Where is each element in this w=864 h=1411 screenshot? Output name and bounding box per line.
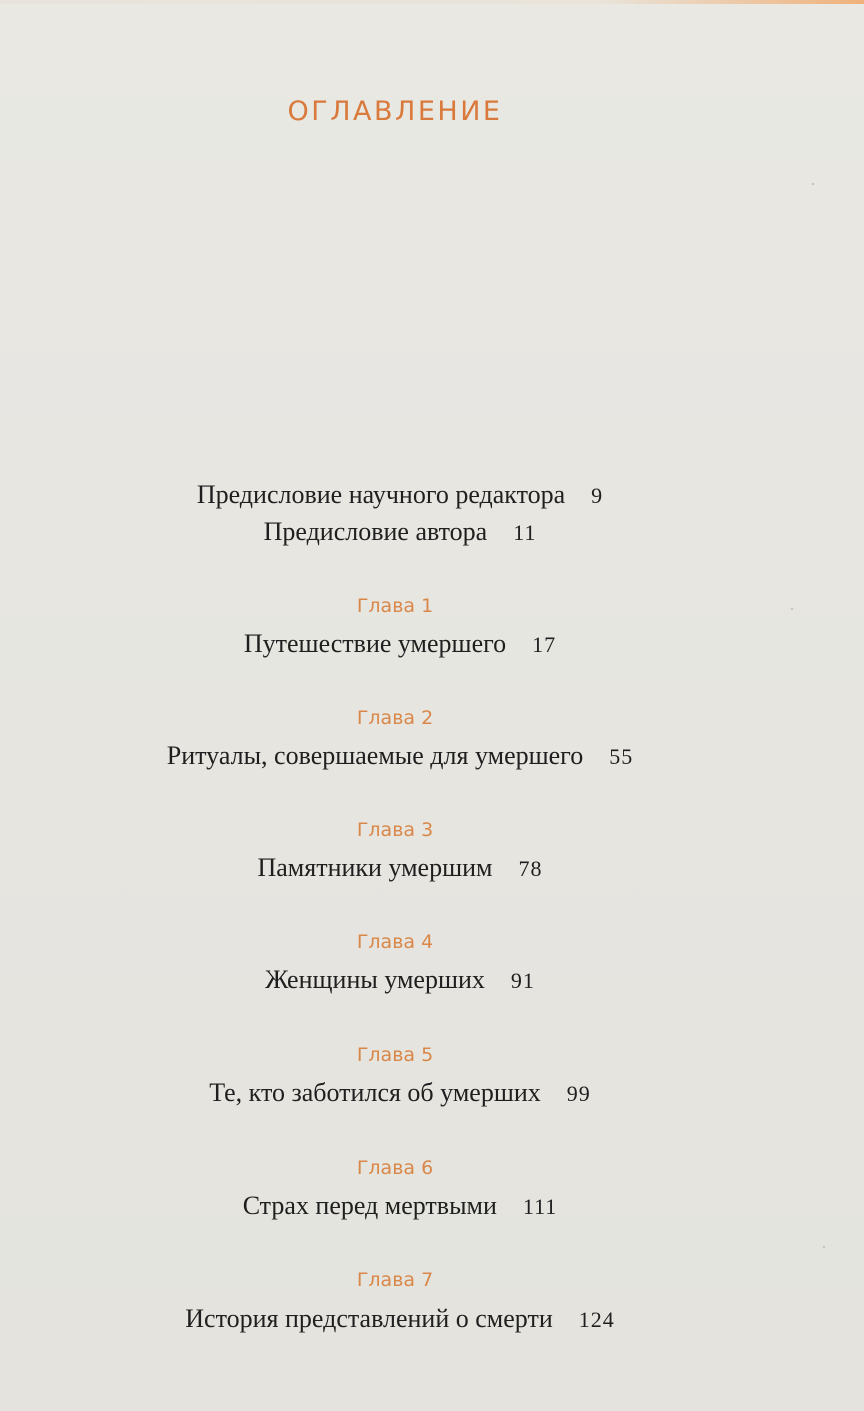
toc-entry-title: Женщины умерших bbox=[265, 965, 485, 994]
toc-entry-foreword-author bbox=[0, 517, 800, 547]
toc-entry-title: История представлений о смерти bbox=[185, 1304, 553, 1333]
toc-entry-foreword-editor bbox=[0, 480, 800, 510]
toc-entry-title: Предисловие научного редактора bbox=[196, 480, 566, 509]
chapter-label-6: Глава 6 bbox=[356, 1157, 434, 1179]
toc-entry-title: Ритуалы, совершаемые для умершего bbox=[166, 741, 584, 770]
toc-entry-page: 9 bbox=[591, 483, 604, 508]
toc-entry-page: 111 bbox=[522, 1194, 558, 1219]
paper-speck bbox=[812, 183, 814, 185]
paper-speck bbox=[823, 1246, 825, 1248]
toc-entry-page: 91 bbox=[510, 968, 535, 993]
chapter-label-3: Глава 3 bbox=[356, 819, 434, 841]
toc-entry-title: Те, кто заботился об умерших bbox=[209, 1078, 541, 1107]
chapter-label-4: Глава 4 bbox=[356, 931, 434, 953]
chapter-label-5: Глава 5 bbox=[356, 1044, 434, 1066]
toc-entry-page: 124 bbox=[578, 1307, 615, 1332]
toc-entry-page: 55 bbox=[609, 744, 634, 769]
toc-entry-chapter-1 bbox=[0, 629, 800, 659]
toc-entry-page: 78 bbox=[518, 856, 543, 881]
toc-entry-page: 17 bbox=[532, 632, 557, 657]
toc-entry-chapter-6 bbox=[0, 1191, 800, 1221]
toc-heading: ОГЛАВЛЕНИЕ bbox=[287, 96, 503, 127]
toc-entry-title: Памятники умершим bbox=[257, 853, 493, 882]
chapter-label-1: Глава 1 bbox=[356, 595, 434, 617]
toc-entry-page: 11 bbox=[513, 520, 537, 545]
paper-speck bbox=[791, 608, 793, 610]
toc-entry-chapter-4 bbox=[0, 965, 800, 995]
toc-entry-title: Путешествие умершего bbox=[243, 629, 507, 658]
chapter-label-7: Глава 7 bbox=[356, 1269, 434, 1291]
toc-entry-title: Предисловие автора bbox=[263, 517, 488, 546]
toc-entry-page: 99 bbox=[566, 1081, 591, 1106]
page-top-edge bbox=[0, 0, 864, 4]
toc-entry-chapter-3 bbox=[0, 853, 800, 883]
toc-entry-chapter-7 bbox=[0, 1304, 800, 1334]
toc-entry-chapter-2 bbox=[0, 741, 800, 771]
toc-entry-title: Страх перед мертвыми bbox=[242, 1191, 497, 1220]
toc-entry-chapter-5 bbox=[0, 1078, 800, 1108]
chapter-label-2: Глава 2 bbox=[356, 707, 434, 729]
